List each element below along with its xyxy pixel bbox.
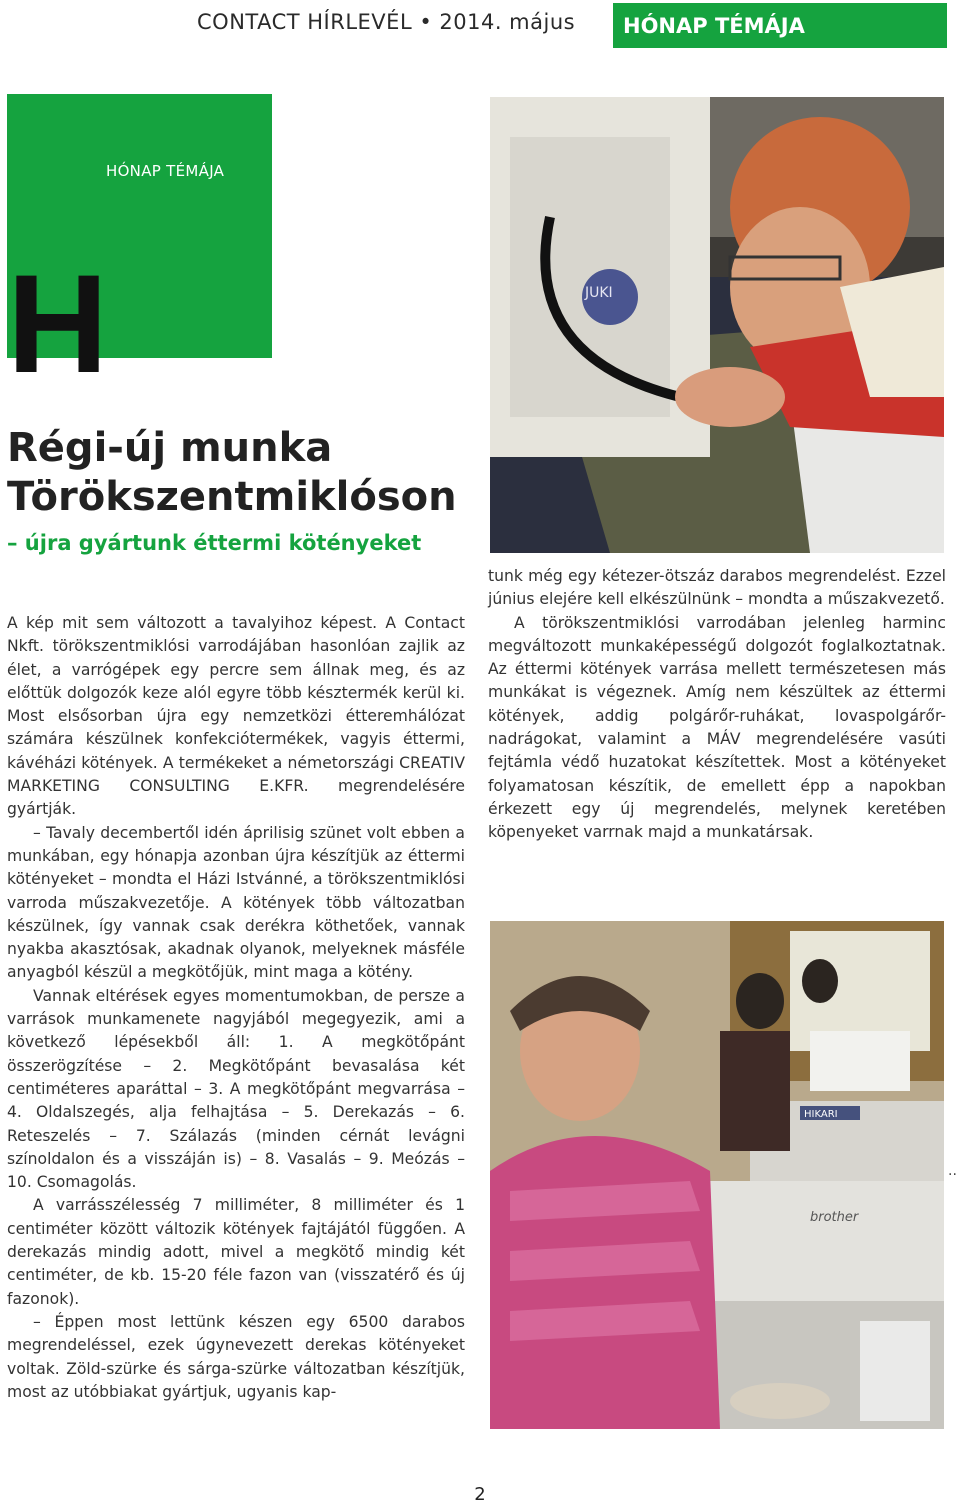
photo-sewing-room: [490, 921, 944, 1429]
article-subtitle: – újra gyártunk éttermi kötényeket: [7, 531, 422, 555]
article-right-column: [488, 565, 946, 845]
article-title-line1: Régi-új munka: [7, 425, 333, 471]
photo-seamstress-closeup-image: [490, 97, 944, 553]
margin-dots: ..: [948, 1163, 957, 1179]
section-letter: H: [7, 245, 109, 402]
article-title: [7, 424, 477, 522]
paragraph: A kép mit sem változott a tavalyihoz képest. A Contact Nkft. törökszentmiklósi varrodájában hasonlóan zajlik az élet, a varrógépek egy percre sem állnak meg, és az előttük dolgozók keze alól egyre több késztermék kerül ki. Most elsősorban újra egy nemzetközi étteremhálózat számára készülnek konfekciótermékek, vagyis éttermi, kávéházi kötények. A termékeket a németországi CREATIV MARKETING CONSULTING E.KFR. megrendelésére gyártják.: [7, 614, 465, 819]
section-badge: HÓNAP TÉMÁJA: [613, 3, 947, 48]
machine-brand-label-1: HIKARI: [804, 1109, 838, 1120]
paragraph: – Tavaly decembertől idén áprilisig szünet volt ebben a munkában, egy hónapja azonban újra készítjük az éttermi kötényeket – mondta el Házi Istvánné, a törökszentmiklósi varroda műszakvezetője. A kötények több változatban készülnek, így vannak csak derékra köthetőek, vannak nyakba akasztósak, akadnak olyanok, melyeknek másféle anyagból készül a megkötőjük, mint maga a kötény.: [7, 823, 465, 982]
newsletter-issue: CONTACT HÍRLEVÉL • 2014. május: [197, 10, 576, 34]
paragraph: tunk még egy kétezer-ötszáz darabos megrendelést. Ezzel június elejére kell elkészülnünk – mondta a műszakvezető.: [488, 567, 946, 609]
machine-brand-label: JUKI: [585, 285, 613, 301]
article-left-column: [7, 612, 465, 1404]
paragraph: A varrásszélesség 7 milliméter, 8 milliméter és 1 centiméter között változik kötények fajtájától függően. A derekazás mindig adott, mivel a megkötő mindig két centiméter, de kb. 15-20 féle fazon van (visszatérő és új fazonok).: [7, 1196, 465, 1308]
paragraph: A törökszentmiklósi varrodában jelenleg harminc megváltozott munkaképességű dolgozót foglalkoztatnak. Az éttermi kötények varrása mellett természetesen más munkákat is végeznek. Amíg nem készültek az éttermi kötények, addig polgárőr-ruhákat, lovaspolgárőr-nadrágokat, valamint a MÁV megrendelésére vasúti fejtámla védő huzatokat készítettek. Most a kötényeket folyamatosan készítik, de emellett épp a napokban érkezett egy új megrendelés, melynek keretében köpenyeket varrnak majd a munkatársak.: [488, 613, 946, 842]
section-block: [7, 94, 272, 402]
paragraph: – Éppen most lettünk készen egy 6500 darabos megrendeléssel, ezek úgynevezett derekas kötényeket voltak. Zöld-szürke és sárga-szürke változatban készítjük, most az utóbbiakat gyártjuk, ugyanis kap-: [7, 1312, 465, 1401]
paragraph: Vannak eltérések egyes momentumokban, de persze a varrások munkamenete nagyjából megegyezik, ami a következő lépésekből áll: 1. A megkötőpánt összerögzítése – 2. Megkötőpánt bevasalása két centiméteres aparáttal – 3. A megkötőpánt megvarrása – 4. Oldalszegés, alja felhajtása – 5. Derekazás – 6. Reteszelés – 7. Szálazás (minden cérnát levágni színoldalon és a visszáján is) – 8. Vasalás – 9. Meózás – 10. Csomagolás.: [7, 986, 465, 1192]
page-number: 2: [474, 1484, 486, 1505]
section-block-label: HÓNAP TÉMÁJA: [106, 162, 225, 180]
photo-seamstress-closeup: [490, 97, 944, 553]
photo-sewing-room-image: [490, 921, 944, 1429]
machine-brand-label-2: brother: [810, 1210, 859, 1225]
article-title-line2: Törökszentmiklóson: [7, 474, 457, 520]
